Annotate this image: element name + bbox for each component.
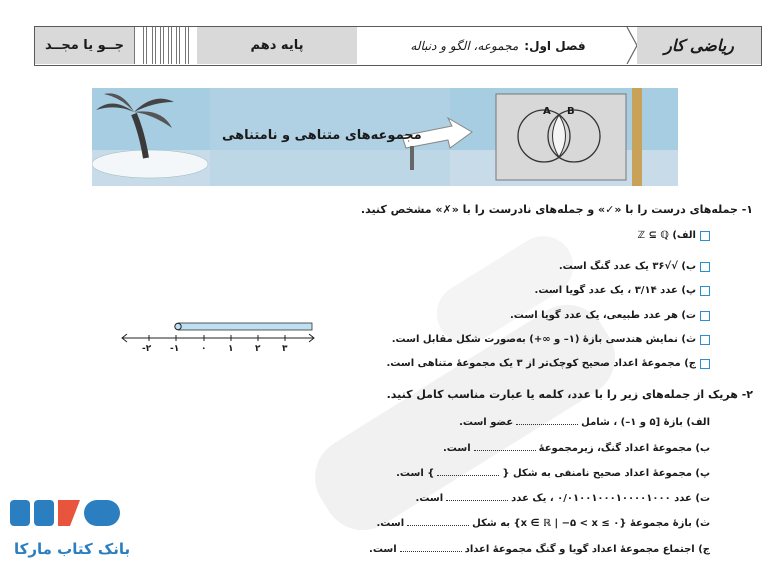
q1-item-text: ب) √√۳۶ یک عدد گنگ است.: [558, 261, 696, 272]
tick-label: ۳: [282, 344, 288, 354]
q2-item-suffix: است.: [415, 493, 444, 504]
tick-label: ۱: [228, 344, 234, 354]
brand-name: بانک کتاب مارکا: [14, 540, 131, 558]
venn-label-a: A: [543, 106, 551, 117]
venn-label-b: B: [567, 106, 575, 117]
q1-item-text: ث) نمایش هندسی بازهٔ (۱– و ∞+) به‌صورت شکل مقابل است.: [391, 334, 696, 345]
q1-item-text: ج) مجموعهٔ اعداد صحیح کوچک‌تر از ۳ یک مجموعهٔ متناهی است.: [386, 358, 696, 369]
q2-item-prefix: ب) مجموعهٔ اعداد گنگ، زیرمجموعهٔ: [538, 443, 710, 454]
q1-item-text: الف) ℤ ⊆ ℚ: [637, 230, 696, 241]
q2-item: [377, 518, 711, 529]
tick-label: ۲: [255, 344, 261, 354]
q2-item: [369, 544, 710, 555]
blank-field[interactable]: [407, 518, 469, 526]
blank-field[interactable]: [400, 544, 462, 552]
tick-label: -۲: [142, 344, 152, 354]
blank-field[interactable]: [474, 443, 536, 451]
question-2-heading: ۲- هریک از جمله‌های زیر را با عدد، کلمه یا عبارت مناسب کامل کنید.: [386, 388, 753, 401]
q1-item-text: پ) عدد ۳/۱۴ ، یک عدد گویا است.: [534, 285, 696, 296]
blank-field[interactable]: [446, 493, 508, 501]
q2-item: [416, 493, 710, 504]
q1-item: [559, 261, 710, 272]
q2-item-prefix: ج) اجتماع مجموعهٔ اعداد گویا و گنگ مجموعهٔ اعداد: [464, 544, 710, 555]
chapter-title: مجموعه، الگو و دنباله: [410, 38, 519, 53]
blank-field[interactable]: [437, 468, 499, 476]
answer-checkbox[interactable]: [700, 262, 710, 272]
answer-checkbox[interactable]: [700, 335, 710, 345]
q2-item: [443, 443, 710, 454]
banner-title: مجموعه‌های متناهی و نامتناهی: [222, 128, 422, 143]
q1-item: [535, 285, 710, 296]
q1-item: [637, 230, 710, 241]
marka-logo-icon: [8, 496, 124, 530]
answer-checkbox[interactable]: [700, 311, 710, 321]
tick-label: -۱: [170, 344, 180, 354]
tick-label: ۰: [201, 344, 207, 354]
q1-item: [392, 334, 710, 345]
q2-item-prefix: پ) مجموعهٔ اعداد صحیح نامنفی به شکل {: [502, 468, 710, 479]
answer-checkbox[interactable]: [700, 359, 710, 369]
book-title: ریاضی کار: [637, 27, 761, 64]
q2-item: [396, 468, 710, 479]
q2-item-prefix: الف) بازهٔ [۵ و ۱–) ، شامل: [581, 417, 710, 428]
q2-item-suffix: است.: [369, 544, 397, 555]
header-left-label: جــو یا مجــد: [35, 27, 135, 64]
q2-item-suffix: } است.: [396, 468, 435, 479]
q1-item: [387, 358, 711, 369]
q2-item-suffix: است.: [376, 518, 405, 529]
page-header: [34, 26, 762, 66]
answer-checkbox[interactable]: [700, 286, 710, 296]
q2-item-suffix: است.: [443, 443, 471, 454]
question-1-heading: ۱- جمله‌های درست را با «✓» و جمله‌های نادرست را با «✗» مشخص کنید.: [360, 203, 753, 216]
q2-item: [459, 417, 710, 428]
header-chapter: [357, 27, 639, 64]
blank-field[interactable]: [516, 417, 578, 425]
q2-item-suffix: عضو است.: [459, 417, 514, 428]
q1-item: [510, 310, 710, 321]
q1-item-text: ت) هر عدد طبیعی، یک عدد گویا است.: [509, 310, 696, 321]
answer-checkbox[interactable]: [700, 231, 710, 241]
chapter-label: فصل اول:: [524, 38, 586, 53]
header-decor-bars: [135, 27, 197, 64]
header-grade: پایه دهم: [197, 27, 357, 64]
q2-item-prefix: ت) عدد ۰/۰۱۰۰۱۰۰۰۱۰۰۰۰۱۰۰۰ ، یک عدد: [511, 493, 710, 504]
number-line-figure: [118, 318, 318, 360]
q2-item-prefix: ث) بازهٔ مجموعهٔ {x ∈ ℝ | −۵ < x ≤ ۰} به شکل: [472, 518, 710, 529]
